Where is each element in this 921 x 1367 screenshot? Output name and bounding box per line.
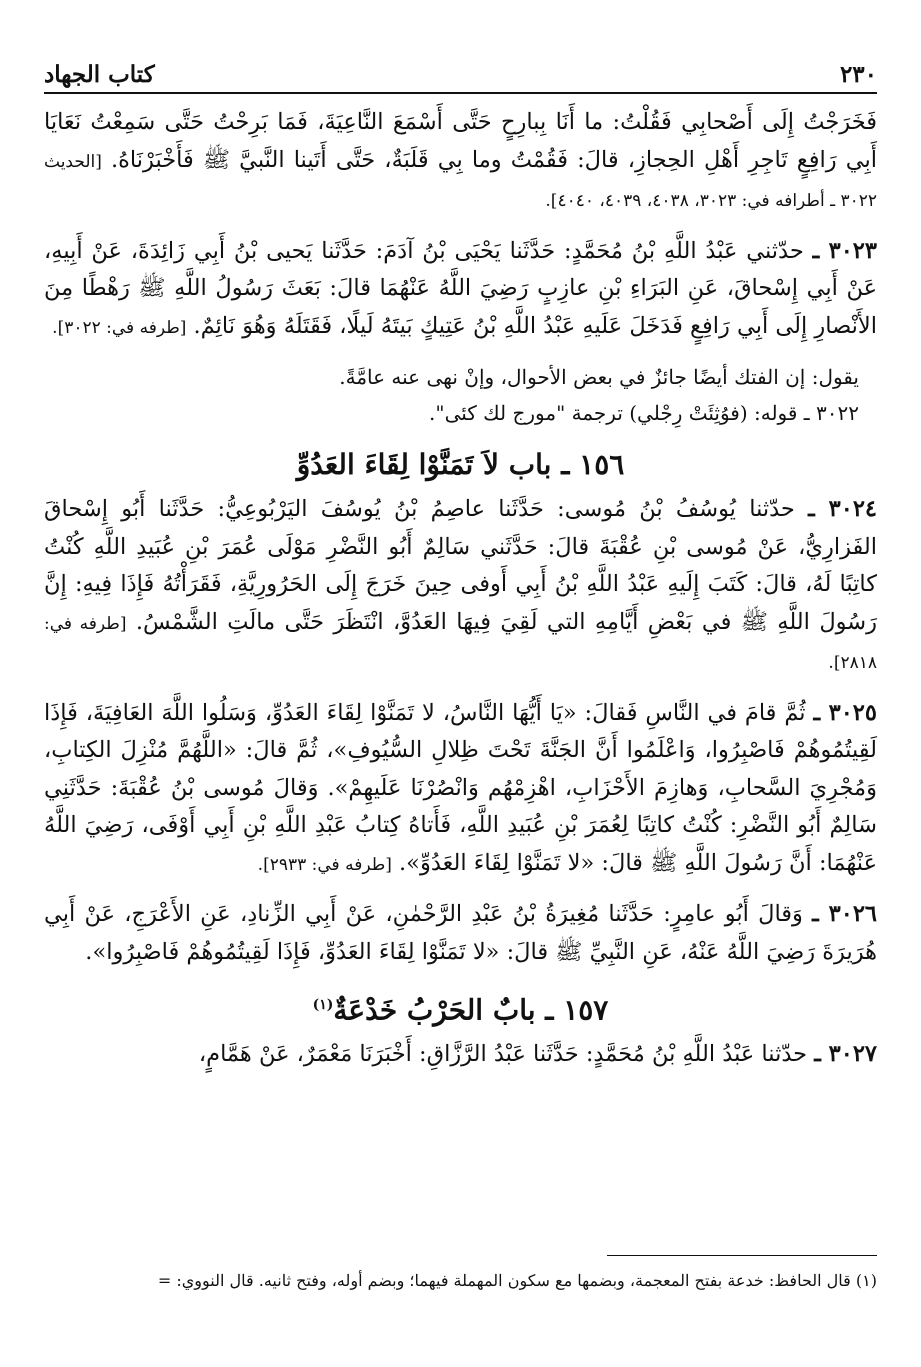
page-header [44,52,877,88]
footnote-rule [607,1255,877,1256]
page-number: ٢٣٠ [839,61,877,88]
hadith-text: فَخَرَجْتُ إِلَى أَصْحابِي فَقُلْتُ: ما أَنَا بِبارِحٍ حَتَّى أَسْمَعَ النَّاعِيَةَ، فَمَا بَرِحْتُ حَتَّى سَمِعْتُ نَعَايَا أَبِي رَافِعٍ تَاجِرِ أَهْلِ الحِجازِ، قالَ: فَقُمْتُ وما بِي قَلَبَةٌ، حَتَّى أَتَينا النَّبيَّ ﷺ فَأَخْبَرْنَاهُ. [44,109,877,173]
hadith-number: ٣٠٢٦ ـ [812,901,877,927]
chapter-heading-157 [44,985,877,1030]
hadith-text-continued: وَقالَ مُوسى بْنُ عُقْبَةَ: حَدَّثَنِي سَالِمٌ أَبُو النَّضْرِ: كُنْتُ كاتِبًا لِعُمَرَ بْنِ عُبَيدِ اللَّهِ، فَأَتاهُ كِتابُ عَبْدِ اللَّهِ بْنِ أَبِي أَوْفَى، رَضِيَ اللَّهُ عَنْهُمَا: أَنَّ رَسُولَ اللَّهِ ﷺ قالَ: «لا تَمَنَّوْا لِقَاءَ العَدُوِّ». [44,774,877,876]
hadith-reference: [طرفه في: ٣٠٢٢]. [52,317,187,338]
footnote-marker: (١) [312,997,334,1013]
hadith-3023 [44,233,877,348]
hadith-text: حدّثنا يُوسُفُ بْنُ مُوسى: حَدَّثَنا عاصِمُ بْنُ يُوسُفَ اليَرْبُوعِيُّ: حَدَّثَنا أَبُو إِسْحاقَ الفَزارِيُّ، عَنْ مُوسى بْنِ عُقْبَةَ قالَ: حَدَّثَني سَالِمٌ أَبُو النَّضْرِ مَوْلَى عُمَرَ بْنِ عُبَيدِ اللَّهِ كُنْتُ كاتِبًا لَهُ، قالَ: كَتَبَ إِلَيهِ عَبْدُ اللَّهِ بْنُ أَبِي أَوفى حِينَ خَرَجَ إِلَى الحَرُورِيَّةِ، فَقَرَأْتُهُ فَإِذَا فِيهِ: إِنَّ رَسُولَ اللَّهِ ﷺ في بَعْضِ أَيَّامِهِ التي لَقِيَ فِيهَا العَدُوَّ، انْتَظَرَ حَتَّى مالَتِ الشَّمْسُ. [44,496,878,635]
hadith-number: ٣٠٢٥ ـ [813,699,877,726]
hadith-3026 [44,896,877,971]
hadith-3022-end [44,104,877,221]
commentary-line: ٣٠٢٢ ـ قوله: (فوُثِئَتْ رِجْلي) ترجمة "مورج لك كئى". [429,401,859,425]
footnote: (١) قال الحافظ: خدعة بفتح المعجمة، وبضمها مع سكون المهملة فيهما؛ وبضم أوله، وفتح ثانيه. قال النووي: = [157,1271,877,1290]
hadith-reference: [طرفه في: ٢٨١٨]. [44,613,877,673]
hadith-reference: [طرفه في: ٢٩٣٣]. [257,854,392,875]
hadith-text: حدّثني عَبْدُ اللَّهِ بْنُ مُحَمَّدٍ: حَدَّثَنا يَحْيَى بْنُ آدَمَ: حَدَّثَنا يَحيى بْنُ أَبِي زَائِدَةَ، عَنْ أَبِيهِ، عَنْ أَبِي إِسْحاقَ، عَنِ البَرَاءِ بْنِ عازِبٍ رَضِيَ اللَّهُ عَنْهُمَا قالَ: بَعَثَ رَسُولُ اللَّهِ ﷺ رَهْطًا مِنَ الأَنْصارِ إِلَى أَبِي رَافِعٍ فَدَخَلَ عَلَيهِ عَبْدُ اللَّهِ بْنُ عَتِيكٍ بَيتَهُ لَيلًا، فَقَتَلَهُ وَهُوَ نَائِمٌ. [44,237,877,339]
hadith-text: حدّثنا عَبْدُ اللَّهِ بْنُ مُحَمَّدٍ: حَدَّثَنا عَبْدُ الرَّزَّاقِ: أَخْبَرَنَا مَعْمَرٌ، عَنْ هَمَّامٍ، [198,1041,808,1068]
hadith-number: ٣٠٢٤ ـ [808,496,877,522]
chapter-heading-156: ١٥٦ ـ باب لاَ تَمَنَّوْا لِقَاءَ العَدُوِّ [296,448,625,481]
hadith-number: ٣٠٢٣ ـ [812,237,877,264]
hadith-3027 [44,1036,877,1074]
hadith-text: ثُمَّ قامَ في النَّاسِ فَقالَ: «يَا أَيُّهَا النَّاسُ، لا تَمَنَّوْا لِقَاءَ العَدُوِّ، وَسَلُوا اللَّهَ العَافِيَةَ، فَإِذَا لَقِيتُمُوهُمْ فَاصْبِرُوا، وَاعْلَمُوا أَنَّ الجَنَّةَ تَحْتَ ظِلالِ السُّيُوفِ»، ثُمَّ قالَ: «اللَّهُمَّ مُنْزِلَ الكِتابِ، وَمُجْرِيَ السَّحابِ، وَهازِمَ الأَحْزَابِ، اهْزِمْهُم وَانْصُرْنَا عَلَيهِمْ». [44,699,877,801]
hadith-3025 [44,695,877,885]
hadith-number: ٣٠٢٧ ـ [814,1041,877,1068]
book-title: كتاب الجهاد [44,61,155,88]
hadith-text: وَقالَ أَبُو عامِرٍ: حَدَّثَنا مُغِيرَةُ بْنُ عَبْدِ الرَّحْمٰنِ، عَنْ أَبِي الزِّنادِ، عَنِ الأَعْرَجِ، عَنْ أَبِي هُرَيرَةَ رَضِيَ اللَّهُ عَنْهُ، عَنِ النَّبِيِّ ﷺ قالَ: «لا تَمَنَّوْا لِقَاءَ العَدُوِّ، فَإِذَا لَقِيتُمُوهُمْ فَاصْبِرُوا». [44,901,877,965]
hadith-reference: [الحديث ٣٠٢٢ ـ أطرافه في: ٣٠٢٣، ٤٠٣٨، ٤٠٣٩، ٤٠٤٠]. [44,151,877,211]
chapter-title: ١٥٧ ـ بابٌ الحَرْبُ خَدْعَةٌ [333,993,609,1027]
header-rule [44,92,877,94]
commentary-line: يقول: إن الفتك أيضًا جائزٌ في بعض الأحوال، وإنْ نهى عنه عامَّةً. [339,365,859,389]
hadith-3024 [44,491,877,683]
